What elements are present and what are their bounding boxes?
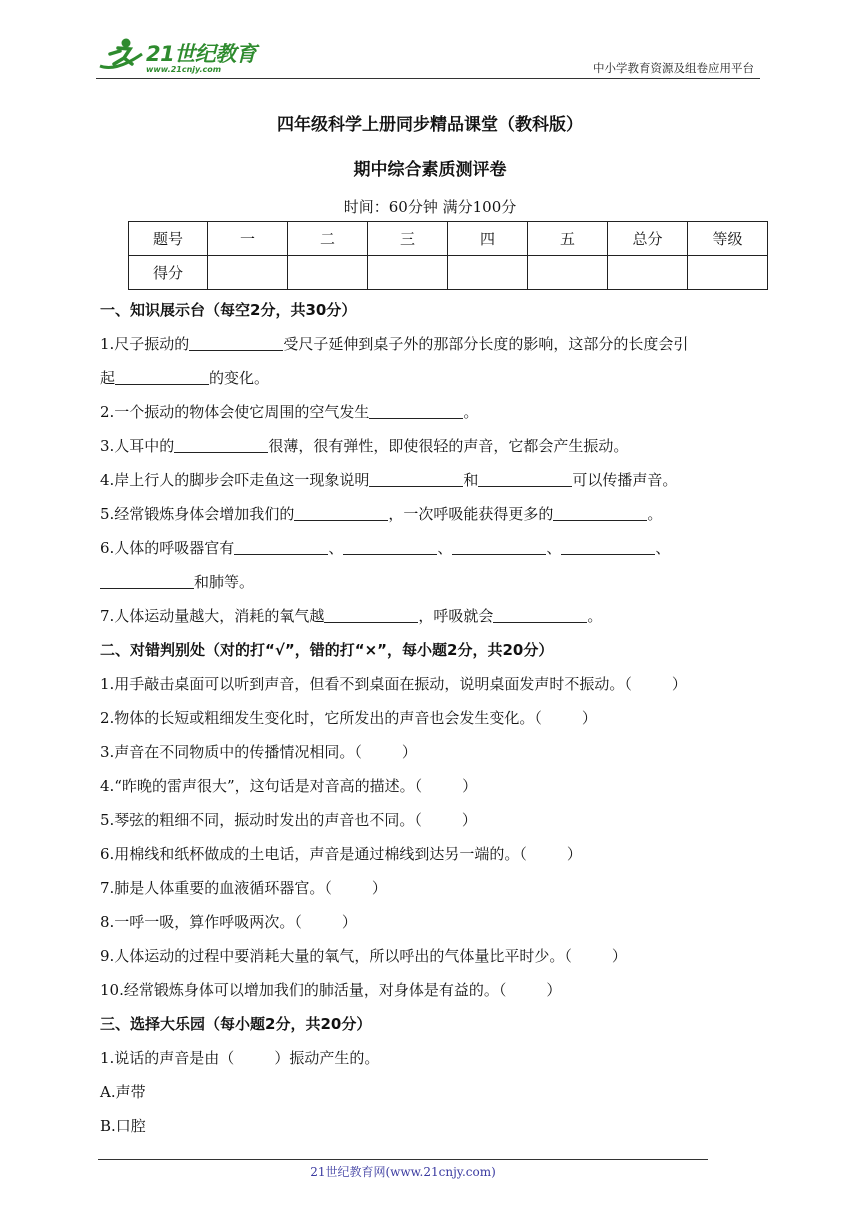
score-cell [688,256,768,290]
judge-question [100,942,760,976]
header-cell: 四 [448,222,528,256]
answer-blank [553,504,647,521]
question-text: 1.尺子振动的 [100,335,190,353]
header-cell: 等级 [688,222,768,256]
logo [96,34,266,78]
question [100,398,760,432]
answer-blank [369,402,463,419]
answer-blank [115,368,209,385]
answer-blank [174,436,268,453]
platform-label: 中小学教育资源及组卷应用平台 [593,61,754,75]
question [100,534,760,568]
question [100,466,760,500]
paren: ） [462,777,478,795]
separator: 、 [328,539,344,557]
question [100,432,760,466]
page-header [96,34,760,78]
answer-blank [324,606,418,623]
paren: （ [354,743,362,761]
question-text: 10.经常锻炼身体可以增加我们的肺活量，对身体是有益的。 [100,981,499,999]
question-text: 。 [647,505,663,523]
score-cell [608,256,688,290]
paren: （ [324,879,332,897]
header-cell: 总分 [608,222,688,256]
time-info: 时间：60分钟 满分100分 [343,198,517,216]
question-text: 和 [463,471,479,489]
question-text: 受尺子延伸到桌子外的那部分长度的影响，这部分的长度会引 [283,335,689,353]
judge-question [100,670,760,704]
paren: （ [414,777,423,795]
answer-blank [234,538,328,555]
question-text: ）振动产生的。 [274,1049,380,1067]
score-cell [208,256,288,290]
answer-blank [343,538,437,555]
page-title: 四年级科学上册同步精品课堂（教科版） [277,115,583,135]
answer-blank [452,538,546,555]
score-cell [288,256,368,290]
paren: （ [624,675,632,693]
question-continued [100,364,760,398]
section-title: 二、对错判别处（对的打“√”，错的打“×”，每小题2分，共20分） [100,641,554,659]
logo-text: 21世纪教育 [146,42,257,66]
question-text: 3.声音在不同物质中的传播情况相同。 [100,743,355,761]
logo-url: www.21cnjy.com [146,65,222,74]
section-title: 一、知识展示台（每空2分，共30分） [100,301,357,319]
separator: 、 [546,539,562,557]
question-text: 5.经常锻炼身体会增加我们的 [100,505,295,523]
header-cell: 五 [528,222,608,256]
question-text: 可以传播声音。 [572,471,678,489]
question-text: 2.一个振动的物体会使它周围的空气发生 [100,403,370,421]
paren: ） [611,947,627,965]
answer-blank [294,504,388,521]
judge-question [100,908,760,942]
paren: ） [671,675,687,693]
paren: （ [294,913,302,931]
paren: ） [581,709,597,727]
paren: ） [566,845,582,863]
paren: ） [341,913,357,931]
question-text: 起 [100,369,116,387]
paren: ） [371,879,387,897]
question-text: 。 [587,607,603,625]
question-continued [100,568,760,602]
score-table [128,221,768,290]
question-text: 2.物体的长短或粗细发生变化时，它所发出的声音也会发生变化。 [100,709,535,727]
paren: （ [534,709,542,727]
question-text: 7.肺是人体重要的血液循环器官。 [100,879,325,897]
judge-question [100,874,760,908]
score-cell [448,256,528,290]
footer-divider [98,1159,708,1160]
runner-logo-icon [96,34,146,78]
question-text: 的变化。 [209,369,270,387]
answer-blank [493,606,587,623]
question-text: 3.人耳中的 [100,437,175,455]
paren: （ [498,981,507,999]
paren: ） [546,981,562,999]
choice-option: B.口腔 [100,1117,146,1135]
answer-blank [189,334,283,351]
section-title: 三、选择大乐园（每小题2分，共20分） [100,1015,372,1033]
question-text: ，一次呼吸能获得更多的 [388,505,554,523]
question-text: 。 [463,403,479,421]
answer-blank [478,470,572,487]
paren: （ [564,947,572,965]
row-label: 得分 [129,256,208,290]
separator: 、 [437,539,453,557]
judge-question [100,738,760,772]
choice-option: A.声带 [100,1083,146,1101]
paren: （ [414,811,422,829]
question-text: 6.用棉线和纸杯做成的土电话，声音是通过棉线到达另一端的。 [100,845,520,863]
footer-text: 21世纪教育网(www.21cnjy.com) [310,1165,496,1179]
answer-blank [100,572,194,589]
question-text: 1.说话的声音是由（ [100,1049,235,1067]
answer-blank [561,538,655,555]
exam-title: 期中综合素质测评卷 [353,160,507,180]
choice-question [100,1044,760,1078]
paren: （ [519,845,527,863]
question-text: 4.岸上行人的脚步会吓走鱼这一现象说明 [100,471,370,489]
paren: ） [401,743,417,761]
score-cell [368,256,448,290]
judge-question [100,704,760,738]
question-text: 和肺等。 [194,573,255,591]
question-text: ，呼吸就会 [418,607,494,625]
header-cell: 三 [368,222,448,256]
header-divider [96,78,760,79]
judge-question [100,772,760,806]
judge-question [100,976,760,1010]
exam-content [100,296,760,1146]
question-text: 9.人体运动的过程中要消耗大量的氧气，所以呼出的气体量比平时少。 [100,947,565,965]
question [100,330,760,364]
question [100,602,760,636]
answer-blank [369,470,463,487]
question-text: 1.用手敲击桌面可以听到声音，但看不到桌面在振动，说明桌面发声时不振动。 [100,675,625,693]
header-cell: 一 [208,222,288,256]
question-text: 4.“昨晚的雷声很大”，这句话是对音高的描述。 [100,777,415,795]
header-cell: 二 [288,222,368,256]
judge-question [100,806,760,840]
score-cell [528,256,608,290]
separator: 、 [655,539,671,557]
question-text: 8.一呼一吸，算作呼吸两次。 [100,913,295,931]
question-text: 7.人体运动量越大，消耗的氧气越 [100,607,325,625]
score-table-row [129,256,768,290]
question-text: 5.琴弦的粗细不同，振动时发出的声音也不同。 [100,811,415,829]
question-text: 6.人体的呼吸器官有 [100,539,235,557]
header-cell: 题号 [129,222,208,256]
paren: ） [461,811,477,829]
question-text: 很薄，很有弹性，即使很轻的声音，它都会产生振动。 [268,437,629,455]
score-table-header-row [129,222,768,256]
question [100,500,760,534]
judge-question [100,840,760,874]
